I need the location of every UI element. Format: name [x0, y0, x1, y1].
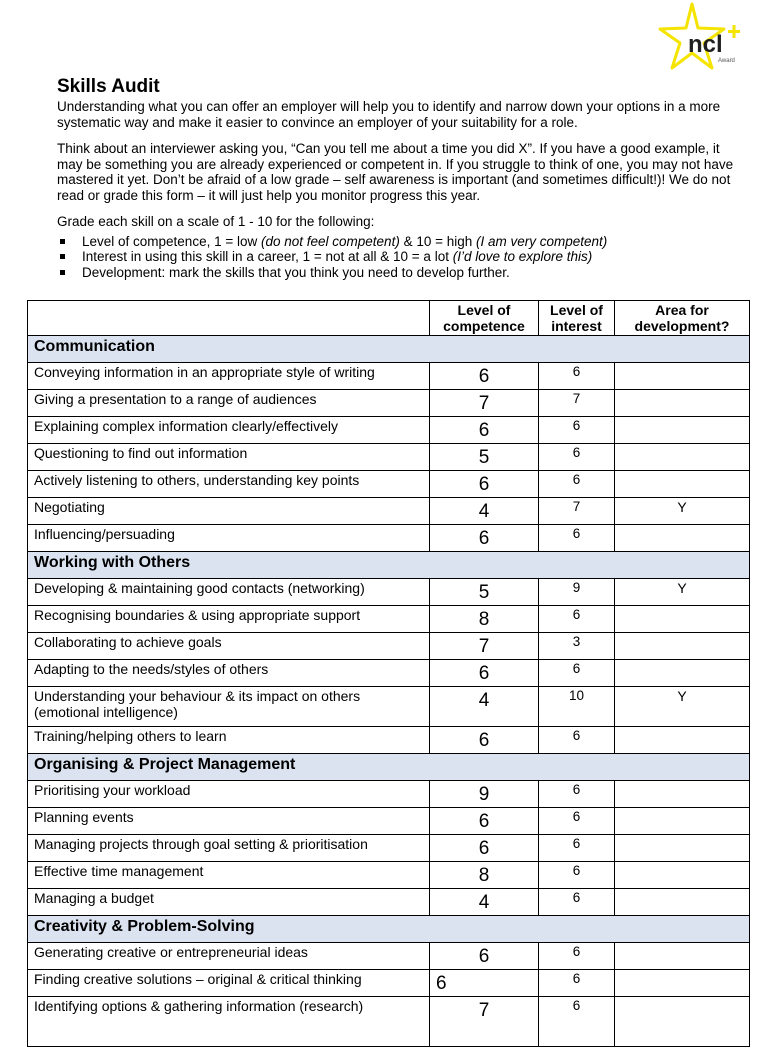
skill-cell: Questioning to find out information [28, 444, 430, 471]
table-row [28, 417, 750, 444]
table-header-row [28, 301, 750, 336]
development-cell[interactable]: Y [615, 498, 750, 525]
interest-cell[interactable]: 6 [539, 808, 615, 835]
skill-cell: Actively listening to others, understanding key points [28, 471, 430, 498]
skill-cell: Prioritising your workload [28, 781, 430, 808]
skill-cell: Developing & maintaining good contacts (networking) [28, 579, 430, 606]
interest-cell[interactable]: 3 [539, 633, 615, 660]
interest-cell[interactable]: 6 [539, 363, 615, 390]
table-row [28, 808, 750, 835]
intro-section [57, 76, 737, 280]
interest-cell[interactable]: 10 [539, 687, 615, 727]
competence-cell[interactable]: 6 [430, 808, 539, 835]
section-title: Working with Others [28, 552, 750, 579]
section-header-row [28, 336, 750, 363]
competence-cell[interactable]: 7 [430, 390, 539, 417]
competence-cell[interactable]: 6 [430, 660, 539, 687]
table-row [28, 835, 750, 862]
table-row [28, 727, 750, 754]
competence-cell[interactable]: 5 [430, 444, 539, 471]
table-row [28, 579, 750, 606]
table-row [28, 943, 750, 970]
skill-cell: Explaining complex information clearly/effectively [28, 417, 430, 444]
section-header-row [28, 552, 750, 579]
interest-cell[interactable]: 7 [539, 498, 615, 525]
plus-icon-v [733, 25, 736, 38]
skill-cell: Giving a presentation to a range of audiences [28, 390, 430, 417]
skill-cell: Planning events [28, 808, 430, 835]
intro-paragraph-2: Think about an interviewer asking you, “Can you tell me about a time you did X”. If you have a good example, it may be something you are already experienced or competent in. If you struggle to think of one, you may not have mastered it yet. Don’t be afraid of a low grade – self awareness is important (and sometimes difficult!)! We do not read or grade this form – it will just help you monitor progress this year. [57, 141, 734, 203]
interest-cell[interactable]: 6 [539, 471, 615, 498]
header-skill [28, 301, 430, 336]
development-cell[interactable] [615, 727, 750, 754]
interest-cell[interactable]: 6 [539, 525, 615, 552]
development-cell[interactable]: Y [615, 687, 750, 727]
logo-text: ncl [688, 31, 723, 58]
skills-audit-table [27, 300, 750, 1047]
interest-cell[interactable]: 6 [539, 781, 615, 808]
interest-cell[interactable]: 6 [539, 862, 615, 889]
competence-cell[interactable]: 6 [430, 417, 539, 444]
skill-cell: Recognising boundaries & using appropriate support [28, 606, 430, 633]
competence-cell[interactable]: 8 [430, 862, 539, 889]
table-row [28, 363, 750, 390]
grading-item-competence: Level of competence, 1 = low (do not feel competent) & 10 = high (I am very competent) [57, 234, 737, 250]
skill-cell: Managing projects through goal setting & prioritisation [28, 835, 430, 862]
skill-cell: Identifying options & gathering information (research) [28, 997, 430, 1047]
interest-cell[interactable]: 6 [539, 889, 615, 916]
development-cell[interactable] [615, 889, 750, 916]
intro-paragraph-1: Understanding what you can offer an employer will help you to identify and narrow down your options in a more systematic way and make it easier to convince an employer of your suitability for a role. [57, 99, 721, 130]
table-row [28, 970, 750, 997]
table-row [28, 997, 750, 1047]
table-row [28, 781, 750, 808]
competence-cell[interactable]: 6 [430, 835, 539, 862]
competence-cell[interactable]: 6 [430, 970, 539, 997]
table-row [28, 862, 750, 889]
development-cell[interactable] [615, 970, 750, 997]
table-row [28, 390, 750, 417]
development-cell[interactable] [615, 606, 750, 633]
skill-cell: Generating creative or entrepreneurial ideas [28, 943, 430, 970]
skill-cell: Conveying information in an appropriate style of writing [28, 363, 430, 390]
competence-cell[interactable]: 6 [430, 525, 539, 552]
header-development: Area for development? [615, 301, 750, 336]
development-cell[interactable] [615, 862, 750, 889]
development-cell[interactable] [615, 525, 750, 552]
development-cell[interactable] [615, 363, 750, 390]
development-cell[interactable] [615, 781, 750, 808]
development-cell[interactable] [615, 633, 750, 660]
competence-cell[interactable]: 9 [430, 781, 539, 808]
development-cell[interactable] [615, 808, 750, 835]
skill-cell: Adapting to the needs/styles of others [28, 660, 430, 687]
competence-cell[interactable]: 7 [430, 997, 539, 1047]
section-title: Creativity & Problem-Solving [28, 916, 750, 943]
table-row [28, 606, 750, 633]
development-cell[interactable] [615, 444, 750, 471]
section-header-row [28, 754, 750, 781]
skill-cell: Negotiating [28, 498, 430, 525]
skill-cell: Understanding your behaviour & its impact on others (emotional intelligence) [28, 687, 430, 727]
grading-item-development: Development: mark the skills that you think you need to develop further. [57, 265, 737, 281]
interest-cell[interactable]: 6 [539, 417, 615, 444]
skill-cell: Finding creative solutions – original & critical thinking [28, 970, 430, 997]
ncl-award-logo [652, 2, 748, 72]
development-cell[interactable] [615, 997, 750, 1047]
table-row [28, 889, 750, 916]
table-row [28, 444, 750, 471]
development-cell[interactable] [615, 390, 750, 417]
competence-cell[interactable]: 6 [430, 727, 539, 754]
table-row [28, 471, 750, 498]
table-row [28, 687, 750, 727]
section-title: Organising & Project Management [28, 754, 750, 781]
skill-cell: Collaborating to achieve goals [28, 633, 430, 660]
interest-cell[interactable]: 6 [539, 997, 615, 1047]
header-competence: Level of competence [430, 301, 539, 336]
interest-cell[interactable]: 6 [539, 606, 615, 633]
competence-cell[interactable]: 4 [430, 498, 539, 525]
skill-cell: Influencing/persuading [28, 525, 430, 552]
skill-cell: Managing a budget [28, 889, 430, 916]
interest-cell[interactable]: 6 [539, 835, 615, 862]
grading-item-interest: Interest in using this skill in a career, 1 = not at all & 10 = a lot (I’d love to explore this) [57, 249, 737, 265]
interest-cell[interactable]: 6 [539, 660, 615, 687]
competence-cell[interactable]: 6 [430, 363, 539, 390]
page-title: Skills Audit [57, 76, 160, 97]
competence-cell[interactable]: 7 [430, 633, 539, 660]
logo-subtext: Award [718, 58, 735, 64]
development-cell[interactable] [615, 943, 750, 970]
table-row [28, 525, 750, 552]
header-interest: Level of interest [539, 301, 615, 336]
interest-cell[interactable]: 7 [539, 390, 615, 417]
section-header-row [28, 916, 750, 943]
competence-cell[interactable]: 4 [430, 687, 539, 727]
interest-cell[interactable]: 6 [539, 943, 615, 970]
section-title: Communication [28, 336, 750, 363]
competence-cell[interactable]: 6 [430, 943, 539, 970]
development-cell[interactable] [615, 471, 750, 498]
development-cell[interactable] [615, 835, 750, 862]
competence-cell[interactable]: 4 [430, 889, 539, 916]
interest-cell[interactable]: 9 [539, 579, 615, 606]
competence-cell[interactable]: 6 [430, 471, 539, 498]
development-cell[interactable] [615, 417, 750, 444]
competence-cell[interactable]: 5 [430, 579, 539, 606]
skill-cell: Training/helping others to learn [28, 727, 430, 754]
development-cell[interactable]: Y [615, 579, 750, 606]
table-row [28, 498, 750, 525]
skill-cell: Effective time management [28, 862, 430, 889]
interest-cell[interactable]: 6 [539, 727, 615, 754]
interest-cell[interactable]: 6 [539, 444, 615, 471]
development-cell[interactable] [615, 660, 750, 687]
intro-paragraph-3: Grade each skill on a scale of 1 - 10 for the following: [57, 214, 375, 229]
table-row [28, 633, 750, 660]
interest-cell[interactable]: 6 [539, 970, 615, 997]
competence-cell[interactable]: 8 [430, 606, 539, 633]
grading-list [57, 234, 737, 281]
table-row [28, 660, 750, 687]
